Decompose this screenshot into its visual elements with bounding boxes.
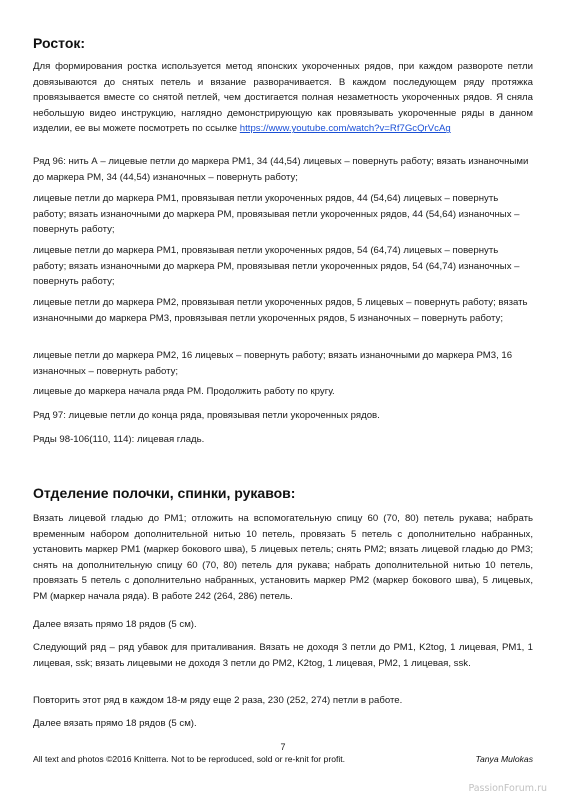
- intro-text: Для формирования ростка используется метод японских укороченных рядов, при каждом развороте петли довязываются до снятых петель и вязание разворачивается. В каждом последующем ряду протяжка провязывается вместе со снятой петлей, чем достигается полная незаметность укороченных рядов. Я сняла небольшую видео инструкцию, наглядно демонстрирующую как провязывать укороченные ряды в данном изделии, ее вы можете посмотреть по ссылке: [33, 61, 533, 135]
- intro-paragraph: [33, 59, 533, 137]
- section-heading-rostok: Росток:: [33, 35, 86, 51]
- paragraph-straight-18-rows-2: Далее вязать прямо 18 рядов (5 см).: [33, 718, 197, 729]
- video-link[interactable]: https://www.youtube.com/watch?v=Rf7GcQrVcAg: [239, 123, 451, 135]
- section-heading-separation: Отделение полочки, спинки, рукавов:: [33, 485, 296, 501]
- footer-copyright: All text and photos ©2016 Knitterra. Not to be reproduced, sold or re-knit for profit.: [33, 754, 346, 764]
- paragraph-decrease-row: Следующий ряд – ряд убавок для приталивания. Вязать не доходя 3 петли до РМ1, K2tog, 1 лицевая, РМ1, 1 лицевая, ssk; вязать лицевыми не доходя 3 петли до РМ2, K2tog, 1 лицевая, РМ2, 1 лицевая, ssk.: [33, 642, 533, 669]
- paragraph-short-rows-3: лицевые петли до маркера РМ2, провязывая петли укороченных рядов, 5 лицевых – повернуть работу; вязать изнаночными до маркера РМ3, провязывая петли укороченных рядов, 5 изнаночных – повернуть работу;: [33, 297, 528, 324]
- paragraph-separation: Вязать лицевой гладью до РМ1; отложить на вспомогательную спицу 60 (70, 80) петель рукава; набрать временным набором дополнительной нитью 10 петель, провязать 5 петель с дополнительно набранных, установить маркер РМ1 (маркер бокового шва), 5 лицевых петель; снять РМ2; вязать лицевой гладью до РМ3; снять на дополнительную спицу 60 (70, 80) петель для рукава; набрать дополнительной нитью 10 петель, провязать 5 петель с дополнительно набранных, установить маркер РМ2 (маркер бокового шва), 5 лицевых, РМ (маркер начала ряда). В работе 242 (264, 286) петель.: [33, 513, 533, 602]
- footer-author: Tanya Mulokas: [475, 754, 533, 764]
- watermark: PassionForum.ru: [468, 783, 547, 794]
- paragraph-short-rows-4: лицевые петли до маркера РМ2, 16 лицевых – повернуть работу; вязать изнаночными до маркера РМ3, 16 изнаночных – повернуть работу;: [33, 350, 513, 377]
- paragraph-short-rows-1: лицевые петли до маркера РМ1, провязывая петли укороченных рядов, 44 (54,64) лицевых – повернуть работу; вязать изнаночными до маркера РМ, провязывая петли укороченных рядов, 44 (54,64) изнаночных – повернуть работу;: [33, 193, 520, 236]
- paragraph-row-96: Ряд 96: нить А – лицевые петли до маркера РМ1, 34 (44,54) лицевых – повернуть работу; вязать изнаночными до маркера РМ, 34 (44,54) изнаночных – повернуть работу;: [33, 156, 529, 183]
- page-number: 7: [280, 742, 286, 752]
- footer: [33, 754, 533, 764]
- paragraph-rows-98-106: Ряды 98-106(110, 114): лицевая гладь.: [33, 434, 205, 445]
- paragraph-continue-round: лицевые до маркера начала ряда РМ. Продолжить работу по кругу.: [33, 386, 335, 397]
- paragraph-short-rows-2: лицевые петли до маркера РМ1, провязывая петли укороченных рядов, 54 (64,74) лицевых – повернуть работу; вязать изнаночными до маркера РМ, провязывая петли укороченных рядов, 54 (64,74) изнаночных – повернуть работу;: [33, 245, 520, 288]
- paragraph-straight-18-rows-1: Далее вязать прямо 18 рядов (5 см).: [33, 619, 197, 630]
- paragraph-row-97: Ряд 97: лицевые петли до конца ряда, провязывая петли укороченных рядов.: [33, 410, 380, 421]
- paragraph-repeat-row: Повторить этот ряд в каждом 18-м ряду еще 2 раза, 230 (252, 274) петли в работе.: [33, 695, 403, 706]
